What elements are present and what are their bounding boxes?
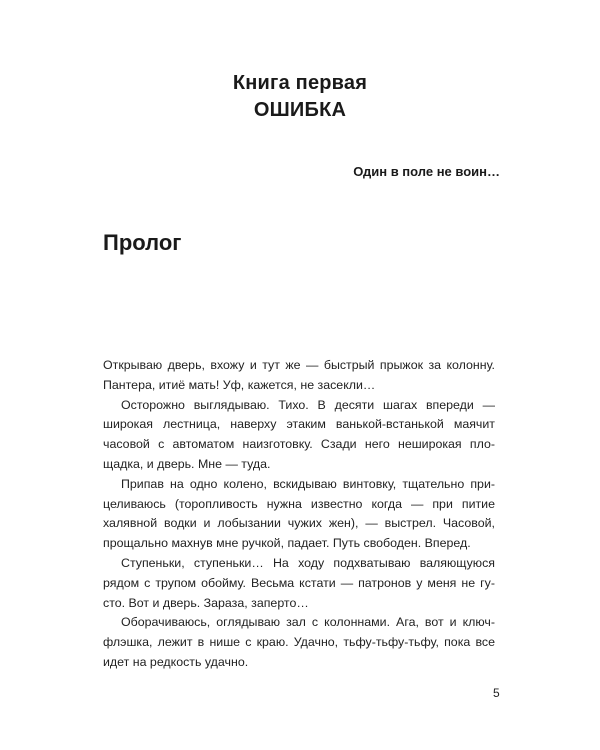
text-line: целиваюсь (торопливость нужна известно когда — при питие xyxy=(103,496,495,511)
text-line: рядом с трупом обойму. Весьма кстати — патронов у меня не гу- xyxy=(103,575,495,590)
text-line: Пантера, итиё мать! Уф, кажется, не засекли… xyxy=(103,377,376,392)
chapter-title: Пролог xyxy=(103,230,182,255)
text-line: Припав на одно колено, вскидываю винтовку, тщательно при- xyxy=(121,476,495,491)
text-line: Ступеньки, ступеньки… На ходу подхватываю валяющуюся xyxy=(121,555,495,570)
text-line: сто. Вот и дверь. Зараза, заперто… xyxy=(103,595,309,610)
book-title-line-1: Книга первая xyxy=(232,72,368,94)
text-line: Осторожно выглядываю. Тихо. В десяти шагах впереди — xyxy=(121,397,495,412)
body-text xyxy=(103,356,495,673)
text-line: прощально махнув мне ручкой, падает. Путь свободен. Вперед. xyxy=(103,536,471,551)
text-line: флэшка, лежит в нише с краю. Удачно, тьфу-тьфу-тьфу, пока все xyxy=(103,635,495,650)
page-number: 5 xyxy=(493,686,500,700)
text-line: халявной водки и лобызании чужих жен), — выстрел. Часовой, xyxy=(103,516,495,531)
book-title-line-2: ОШИБКА xyxy=(253,99,347,121)
text-line: часовой с автоматом наизготовку. Сзади него неширокая пло- xyxy=(103,437,495,452)
text-line: Оборачиваюсь, оглядываю зал с колоннами. Ага, вот и ключ- xyxy=(121,615,495,630)
text-line: идет на редкость удачно. xyxy=(103,654,249,669)
text-line: Открываю дверь, вхожу и тут же — быстрый прыжок за колонну. xyxy=(103,358,495,372)
text-line: щадка, и дверь. Мне — туда. xyxy=(103,456,271,471)
text-line: широкая лестница, наверху этаким ванькой-встанькой маячит xyxy=(103,417,495,432)
epigraph: Один в поле не воин… xyxy=(353,164,500,179)
book-title xyxy=(0,70,600,124)
